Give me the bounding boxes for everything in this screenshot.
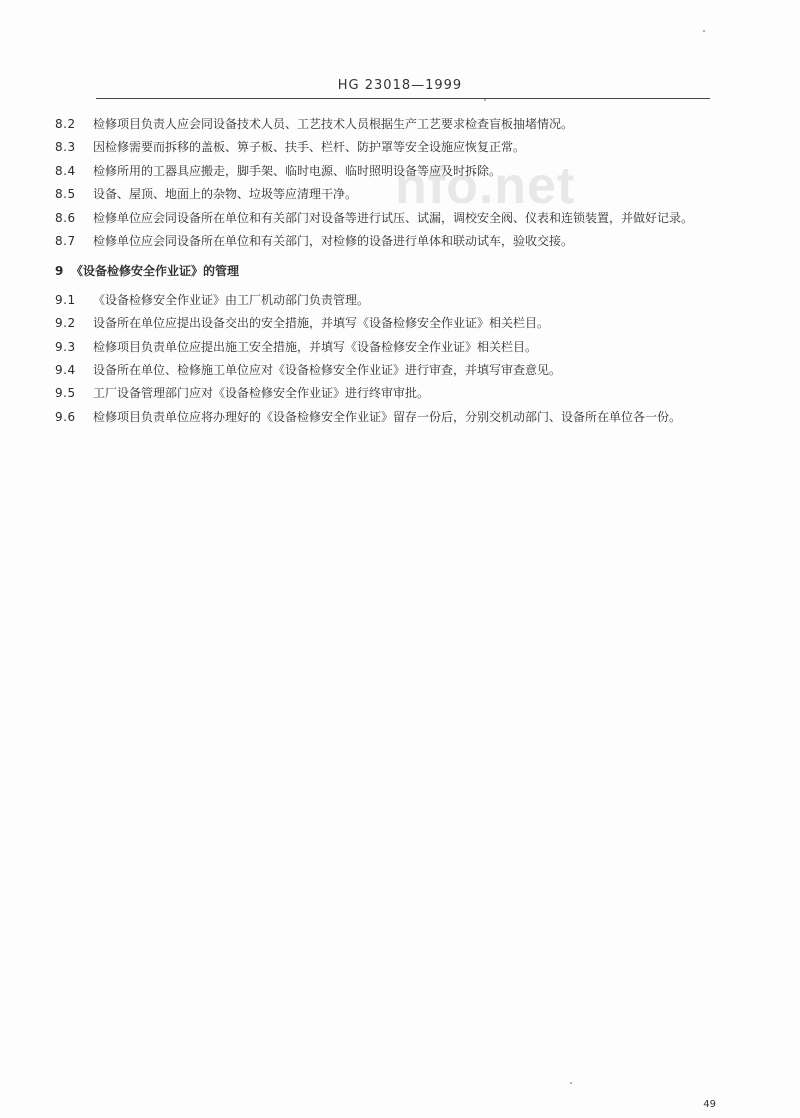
clause-text: 设备所在单位、检修施工单位应对《设备检修安全作业证》进行审查，并填写审查意见。 — [93, 363, 562, 378]
scan-speck — [570, 1082, 572, 1084]
clause-8-7 — [55, 230, 735, 253]
clause-number: 9.4 — [55, 363, 76, 378]
clause-text: 检修单位应会同设备所在单位和有关部门，对检修的设备进行单体和联动试车，验收交接。 — [93, 234, 574, 249]
clause-8-4 — [55, 160, 735, 183]
clause-text: 检修项目负责单位应提出施工安全措施，并填写《设备检修安全作业证》相关栏目。 — [93, 339, 538, 354]
clause-number: 9.3 — [55, 339, 76, 354]
section-title: 《设备检修安全作业证》的管理 — [71, 264, 240, 279]
clause-9-2 — [55, 312, 735, 335]
clause-number: 9.6 — [55, 409, 76, 424]
clause-number: 9.5 — [55, 386, 76, 401]
clause-number: 9.2 — [55, 316, 76, 331]
clause-text: 检修所用的工器具应搬走，脚手架、临时电源、临时照明设备等应及时拆除。 — [93, 163, 502, 178]
clause-text: 检修项目负责单位应将办理好的《设备检修安全作业证》留存一份后，分别交机动部门、设备所在单位各一份。 — [93, 409, 682, 424]
clause-9-6 — [55, 406, 735, 429]
clause-8-6 — [55, 207, 735, 230]
clause-9-1 — [55, 289, 735, 312]
clause-text: 《设备检修安全作业证》由工厂机动部门负责管理。 — [93, 292, 370, 307]
clause-number: 8.3 — [55, 140, 76, 155]
clause-8-3 — [55, 136, 735, 159]
watermark: nfo.net — [395, 157, 576, 215]
page-number: 49 — [703, 1099, 716, 1110]
clause-8-5 — [55, 183, 735, 206]
scan-speck — [703, 30, 705, 32]
scan-speck — [484, 99, 486, 101]
clause-9-3 — [55, 336, 735, 359]
clause-number: 8.7 — [55, 234, 76, 249]
clause-8-2 — [55, 113, 735, 136]
clause-text: 设备、屋顶、地面上的杂物、垃圾等应清理干净。 — [93, 187, 358, 202]
clause-text: 工厂设备管理部门应对《设备检修安全作业证》进行终审审批。 — [93, 386, 430, 401]
document-body — [55, 113, 735, 429]
clause-number: 8.2 — [55, 117, 76, 131]
clause-text: 因检修需要而拆移的盖板、箅子板、扶手、栏杆、防护罩等安全设施应恢复正常。 — [93, 140, 526, 155]
section-heading-9 — [55, 260, 735, 283]
page-header — [0, 78, 800, 93]
clause-text: 检修单位应会同设备所在单位和有关部门对设备等进行试压、试漏，调校安全阀、仪表和连锁装置，并做好记录。 — [93, 210, 694, 225]
clause-9-4 — [55, 359, 735, 382]
clause-number: 8.6 — [55, 210, 76, 225]
clause-number: 8.4 — [55, 163, 76, 178]
clause-number: 9.1 — [55, 292, 76, 307]
clause-text: 设备所在单位应提出设备交出的安全措施，并填写《设备检修安全作业证》相关栏目。 — [93, 316, 550, 331]
clause-number: 8.5 — [55, 187, 76, 202]
standard-code: HG 23018—1999 — [337, 78, 463, 93]
section-number: 9 — [55, 264, 64, 279]
header-rule — [96, 98, 710, 99]
clause-text: 检修项目负责人应会同设备技术人员、工艺技术人员根据生产工艺要求检查盲板抽堵情况。 — [93, 117, 574, 131]
clause-9-5 — [55, 382, 735, 405]
